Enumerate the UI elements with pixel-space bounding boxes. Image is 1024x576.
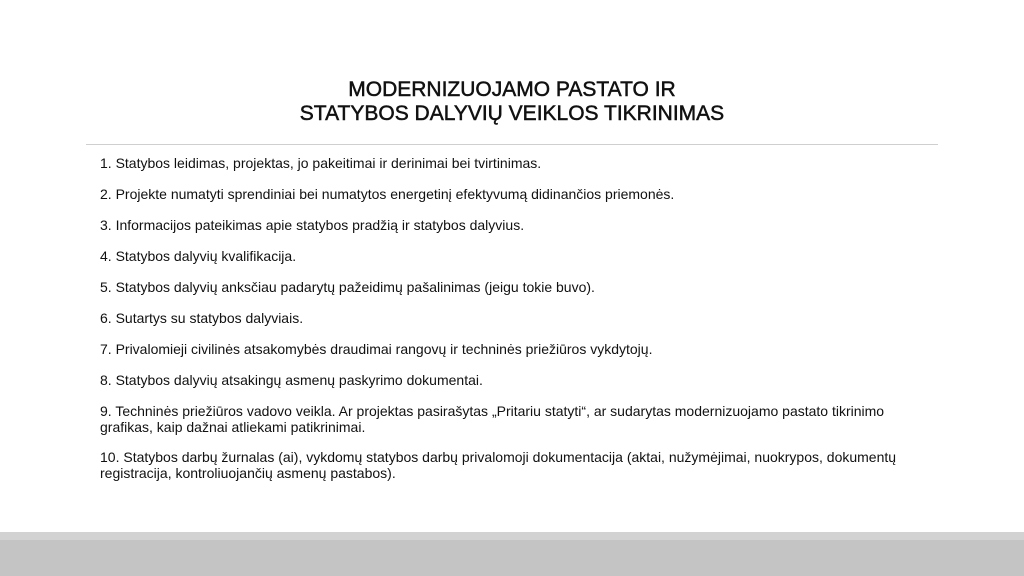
checklist-item-1: 1. Statybos leidimas, projektas, jo pakeitimai ir derinimai bei tvirtinimas. xyxy=(100,155,542,171)
checklist-item-5: 5. Statybos dalyvių anksčiau padarytų pažeidimų pašalinimas (jeigu tokie buvo). xyxy=(100,279,595,295)
title-divider xyxy=(86,144,938,145)
checklist-item-3: 3. Informacijos pateikimas apie statybos pradžią ir statybos dalyvius. xyxy=(100,217,525,233)
checklist-item-7: 7. Privalomieji civilinės atsakomybės draudimai rangovų ir techninės priežiūros vykdytojų. xyxy=(100,341,653,357)
slide-title-line-1: MODERNIZUOJAMO PASTATO IR xyxy=(348,78,676,101)
slide-title-line-2: STATYBOS DALYVIŲ VEIKLOS TIKRINIMAS xyxy=(299,102,725,125)
slide-title xyxy=(86,78,938,126)
footer-band-edge xyxy=(0,532,1024,540)
checklist-item-10: 10. Statybos darbų žurnalas (ai), vykdomų statybos darbų privalomoji dokumentacija (aktai, nužymėjimai, nuokrypos, dokumentų registracija, kontroliuojančių asmenų pastabos). xyxy=(100,449,897,481)
checklist xyxy=(100,155,935,495)
checklist-item-6: 6. Sutartys su statybos dalyviais. xyxy=(100,310,304,326)
footer-band xyxy=(0,532,1024,576)
checklist-item-4: 4. Statybos dalyvių kvalifikacija. xyxy=(100,248,297,264)
checklist-item-8: 8. Statybos dalyvių atsakingų asmenų paskyrimo dokumentai. xyxy=(100,372,483,388)
checklist-item-9: 9. Techninės priežiūros vadovo veikla. Ar projektas pasirašytas „Pritariu statyti“, ar sudarytas modernizuojamo pastato tikrinimo grafikas, kaip dažnai atliekami patikrinimai. xyxy=(100,403,885,435)
checklist-item-2: 2. Projekte numatyti sprendiniai bei numatytos energetinį efektyvumą didinančios priemonės. xyxy=(100,186,675,202)
